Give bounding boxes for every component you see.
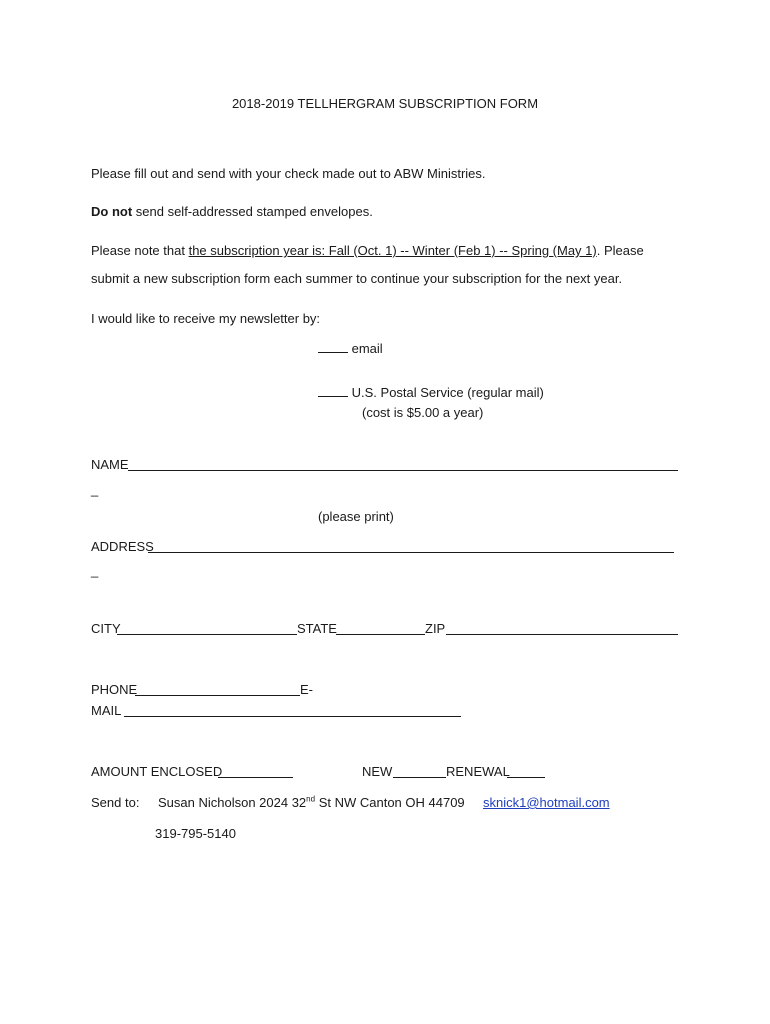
intro-instructions: Please fill out and send with your check made out to ABW Ministries. [91,166,486,181]
send-to-address [158,795,465,811]
state-field-line[interactable] [336,634,425,635]
do-not-emphasis: Do not [91,204,133,219]
email-check-blank[interactable] [318,341,348,353]
intro-envelope-note [91,204,373,220]
city-label: CITY [91,621,121,636]
subscription-year-post: . Please [596,243,644,258]
name-label: NAME [91,457,129,472]
ordinal-superscript: nd [306,794,316,804]
new-label: NEW [362,764,393,779]
send-to-email-wrap [483,795,610,811]
option-postal [318,385,544,401]
new-field-line[interactable] [393,777,446,778]
email-label-part2: MAIL [91,703,122,718]
postal-cost: (cost is $5.00 a year) [362,405,484,420]
email-label-part1: E- [300,682,313,697]
state-label: STATE [297,621,337,636]
zip-field-line[interactable] [446,634,678,635]
please-print-note: (please print) [318,509,394,524]
address-field-line[interactable] [148,552,674,553]
send-to-email-link[interactable]: sknick1@hotmail.com [483,795,610,810]
send-to-label: Send to: [91,795,140,810]
name-field-line[interactable] [128,470,678,471]
option-email-label: email [351,341,383,356]
amount-label: AMOUNT ENCLOSED [91,764,223,779]
city-field-line[interactable] [117,634,297,635]
renewal-label: RENEWAL [446,764,510,779]
send-to-name: Susan Nicholson 2024 32 [158,795,307,810]
phone-field-line[interactable] [135,695,300,696]
email-field-line[interactable] [124,716,461,717]
subscription-year-dates: the subscription year is: Fall (Oct. 1) -- Winter (Feb 1) -- Spring (May 1) [188,243,597,258]
subscription-year-pre: Please note that [91,243,189,258]
zip-label: ZIP [425,621,446,636]
phone-label: PHONE [91,682,138,697]
envelope-note-text: send self-addressed stamped envelopes. [132,204,373,219]
address-tail: _ [91,563,99,578]
intro-renewal-note: submit a new subscription form each summer to continue your subscription for the next year. [91,271,623,286]
renewal-field-line[interactable] [507,777,545,778]
name-tail: _ [91,482,99,497]
address-label: ADDRESS [91,539,154,554]
intro-subscription-year [91,243,644,259]
amount-field-line[interactable] [218,777,293,778]
send-to-street: St NW Canton OH 44709 [315,795,465,810]
form-title: 2018-2019 TELLHERGRAM SUBSCRIPTION FORM [231,96,539,111]
option-email [318,341,383,357]
postal-check-blank[interactable] [318,385,348,397]
intro-delivery-prompt: I would like to receive my newsletter by: [91,311,321,326]
send-to-phone: 319-795-5140 [155,826,236,841]
option-postal-label: U.S. Postal Service (regular mail) [351,385,544,400]
